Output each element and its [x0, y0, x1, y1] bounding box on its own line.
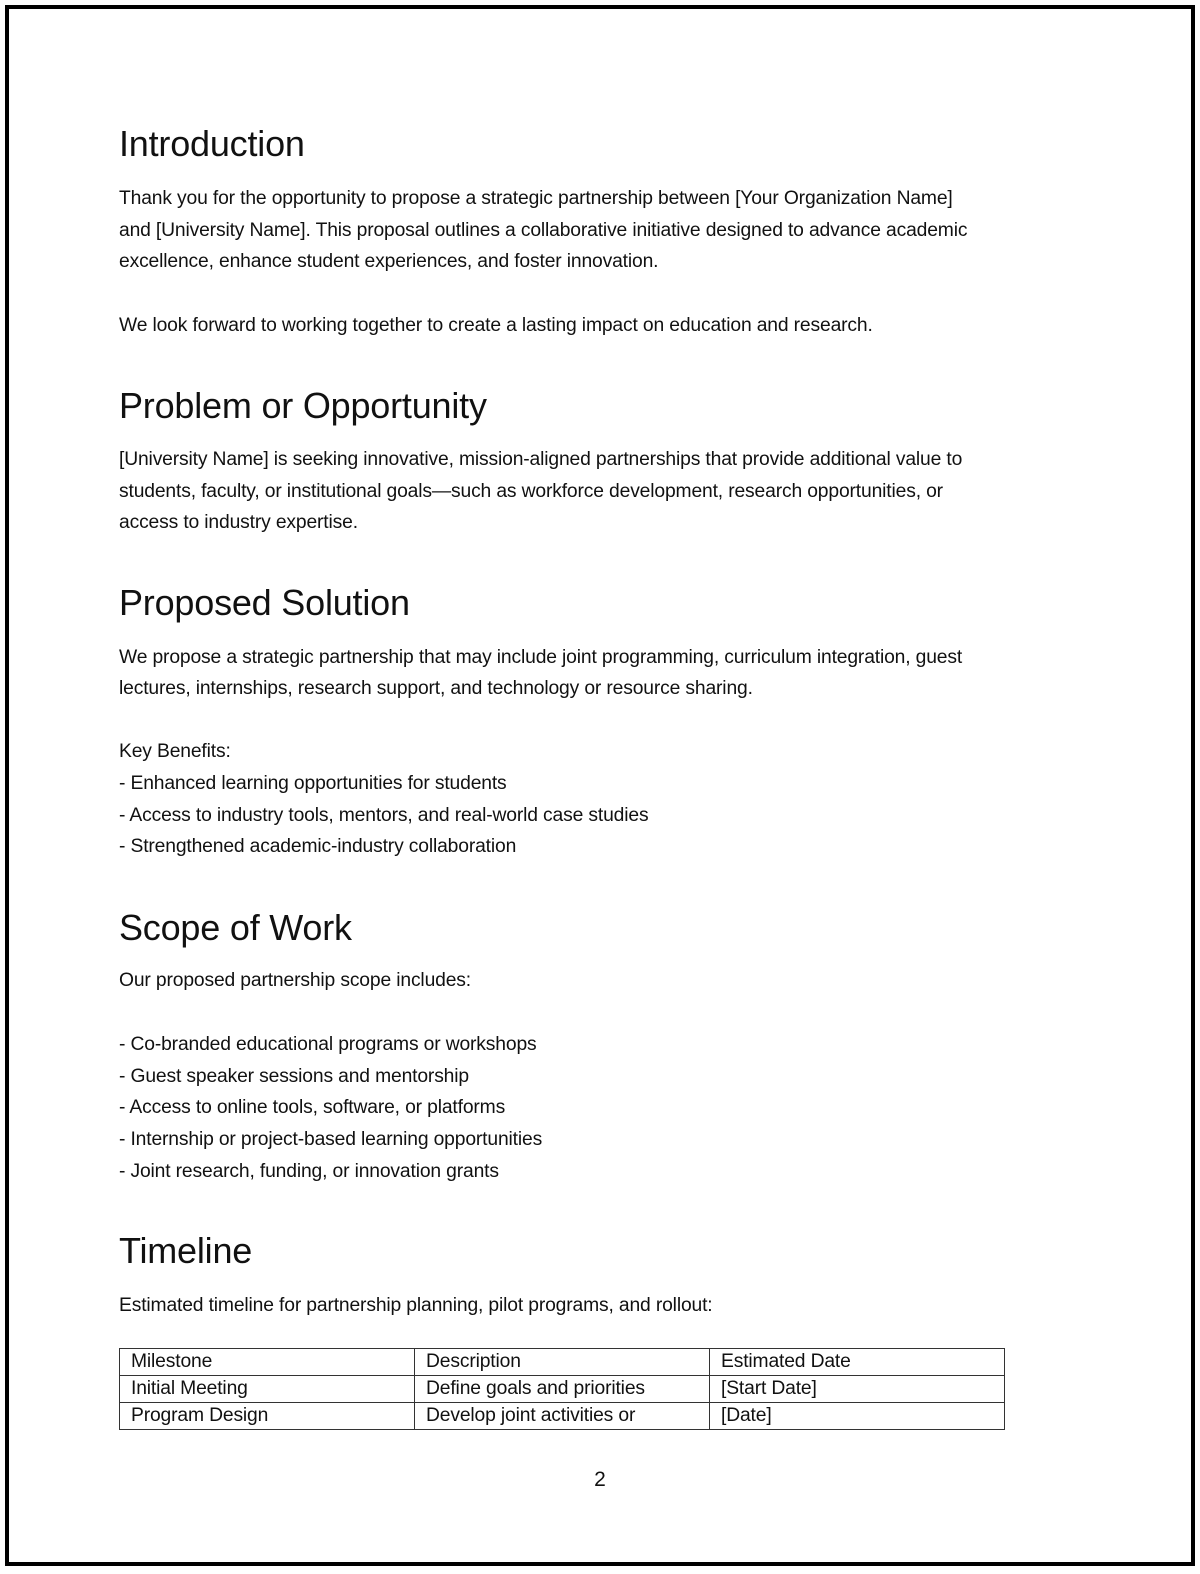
- timeline-intro: Estimated timeline for partnership planning, pilot programs, and rollout:: [119, 1295, 713, 1316]
- scope-item: - Joint research, funding, or innovation grants: [119, 1161, 499, 1182]
- scope-item: - Guest speaker sessions and mentorship: [119, 1066, 469, 1087]
- introduction-closing: We look forward to working together to create a lasting impact on education and research.: [119, 315, 873, 336]
- table-cell: Define goals and priorities: [415, 1376, 710, 1403]
- heading-scope-of-work: Scope of Work: [119, 907, 352, 948]
- table-cell: [Date]: [710, 1403, 1005, 1430]
- table-row: [120, 1403, 1005, 1430]
- benefit-item: - Enhanced learning opportunities for students: [119, 773, 507, 794]
- page-number: 2: [594, 1468, 606, 1491]
- heading-proposed-solution: Proposed Solution: [119, 582, 410, 623]
- heading-introduction: Introduction: [119, 123, 305, 164]
- solution-line-1: We propose a strategic partnership that may include joint programming, curriculum integration, guest: [119, 647, 963, 668]
- scope-item: - Internship or project-based learning opportunities: [119, 1129, 543, 1150]
- key-benefits-label: Key Benefits:: [119, 741, 231, 762]
- table-cell: Program Design: [120, 1403, 415, 1430]
- heading-problem-or-opportunity: Problem or Opportunity: [119, 385, 487, 426]
- introduction-line-2: and [University Name]. This proposal outlines a collaborative initiative designed to advance academic: [119, 220, 968, 241]
- scope-intro: Our proposed partnership scope includes:: [119, 970, 471, 991]
- solution-line-2: lectures, internships, research support, and technology or resource sharing.: [119, 678, 753, 699]
- problem-line-1: [University Name] is seeking innovative, mission-aligned partnerships that provide additional value to: [119, 449, 963, 470]
- problem-line-3: access to industry expertise.: [119, 512, 358, 533]
- table-header-cell: Estimated Date: [710, 1349, 1005, 1376]
- table-row: [120, 1376, 1005, 1403]
- problem-line-2: students, faculty, or institutional goals—such as workforce development, research opportunities, or: [119, 481, 943, 502]
- table-header-cell: Description: [415, 1349, 710, 1376]
- timeline-table: [119, 1348, 1005, 1430]
- heading-timeline: Timeline: [119, 1230, 253, 1271]
- table-header-cell: Milestone: [120, 1349, 415, 1376]
- scope-item: - Co-branded educational programs or workshops: [119, 1034, 537, 1055]
- benefit-item: - Access to industry tools, mentors, and real-world case studies: [119, 805, 649, 826]
- introduction-line-3: excellence, enhance student experiences, and foster innovation.: [119, 251, 659, 272]
- table-cell: Develop joint activities or: [415, 1403, 710, 1430]
- table-cell: [Start Date]: [710, 1376, 1005, 1403]
- benefit-item: - Strengthened academic-industry collaboration: [119, 836, 517, 857]
- table-header-row: [120, 1349, 1005, 1376]
- scope-item: - Access to online tools, software, or platforms: [119, 1097, 506, 1118]
- introduction-line-1: Thank you for the opportunity to propose a strategic partnership between [Your Organization Name]: [119, 188, 953, 209]
- table-cell: Initial Meeting: [120, 1376, 415, 1403]
